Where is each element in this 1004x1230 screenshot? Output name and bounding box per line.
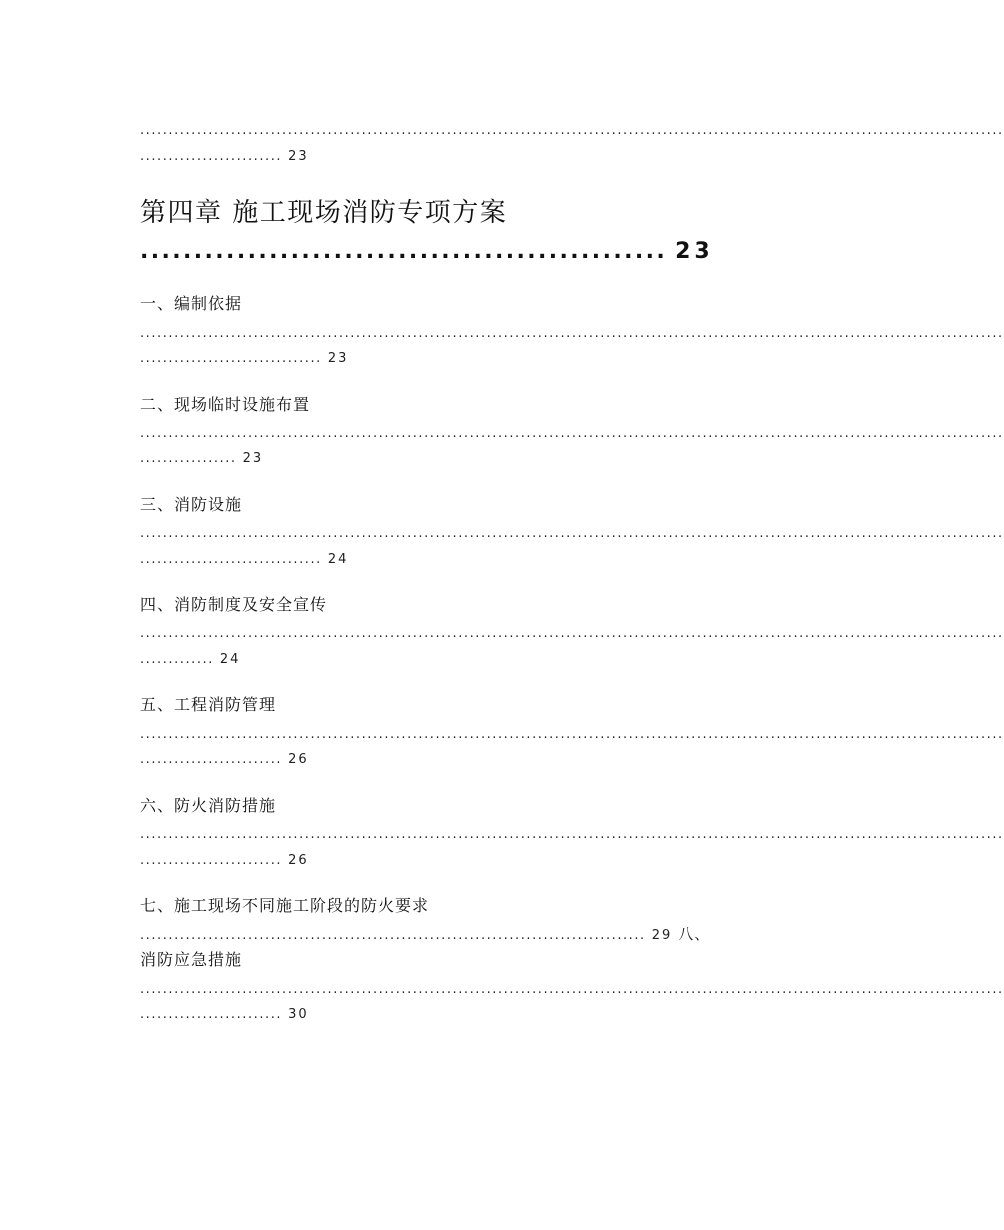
chapter-leader-line[interactable]: ................................................. 23: [140, 239, 714, 264]
toc-entry-title[interactable]: 二、现场临时设施布置: [140, 395, 311, 414]
leader-dots: ........................................................................................................................................................: [140, 727, 1004, 742]
page-number: 24: [327, 552, 349, 567]
toc-entry-page-line[interactable]: ......................... 30: [140, 1007, 309, 1022]
toc-entry-page-line[interactable]: ............. 24: [140, 652, 241, 667]
chapter-title[interactable]: 第四章 施工现场消防专项方案: [140, 198, 508, 228]
page-number: 23: [327, 351, 349, 366]
toc-entry-title[interactable]: 三、消防设施: [140, 495, 243, 514]
toc-entry-title[interactable]: 一、编制依据: [140, 294, 243, 313]
next-entry-prefix: 八、: [678, 925, 711, 943]
page-number: 23: [288, 149, 309, 164]
page-number: 29: [651, 928, 673, 943]
chapter-page-number: 23: [675, 239, 714, 264]
leader-dots: ........................................................................................................................................................: [140, 626, 1004, 641]
page-number: 26: [288, 853, 309, 868]
toc-entry-page-line[interactable]: ......................... 26: [140, 853, 309, 868]
leader-dots: ........................................................................................................................................................: [140, 326, 1004, 341]
toc-entry-title[interactable]: 七、施工现场不同施工阶段的防火要求: [140, 896, 430, 915]
toc-entry-page-line[interactable]: ......................... 23: [140, 149, 309, 164]
leader-dots: ........................................................................................................................................................: [140, 526, 1004, 541]
page-number: 26: [288, 752, 309, 767]
page-number: 30: [288, 1007, 309, 1022]
leader-dots: ........................................................................................................................................................: [140, 827, 1004, 842]
toc-entry-title[interactable]: 消防应急措施: [140, 950, 243, 969]
leader-dots: ........................................................................................................................................................: [140, 123, 1004, 138]
leader-dots: ........................................................................................................................................................: [140, 426, 1004, 441]
page-number: 23: [242, 451, 264, 466]
toc-entry-page-line[interactable]: ......................... 26: [140, 752, 309, 767]
toc-entry-page-line[interactable]: ................................ 23: [140, 351, 349, 366]
page-number: 24: [219, 652, 241, 667]
toc-entry-page-line[interactable]: ................................ 24: [140, 552, 349, 567]
leader-dots: ........................................................................................................................................................: [140, 982, 1004, 997]
toc-entry-page-line[interactable]: ......................................................................................... 29 八、: [140, 925, 711, 943]
toc-entry-title[interactable]: 五、工程消防管理: [140, 695, 277, 714]
toc-entry-page-line[interactable]: ................. 23: [140, 451, 264, 466]
toc-entry-title[interactable]: 四、消防制度及安全宣传: [140, 595, 328, 614]
toc-entry-title[interactable]: 六、防火消防措施: [140, 796, 277, 815]
